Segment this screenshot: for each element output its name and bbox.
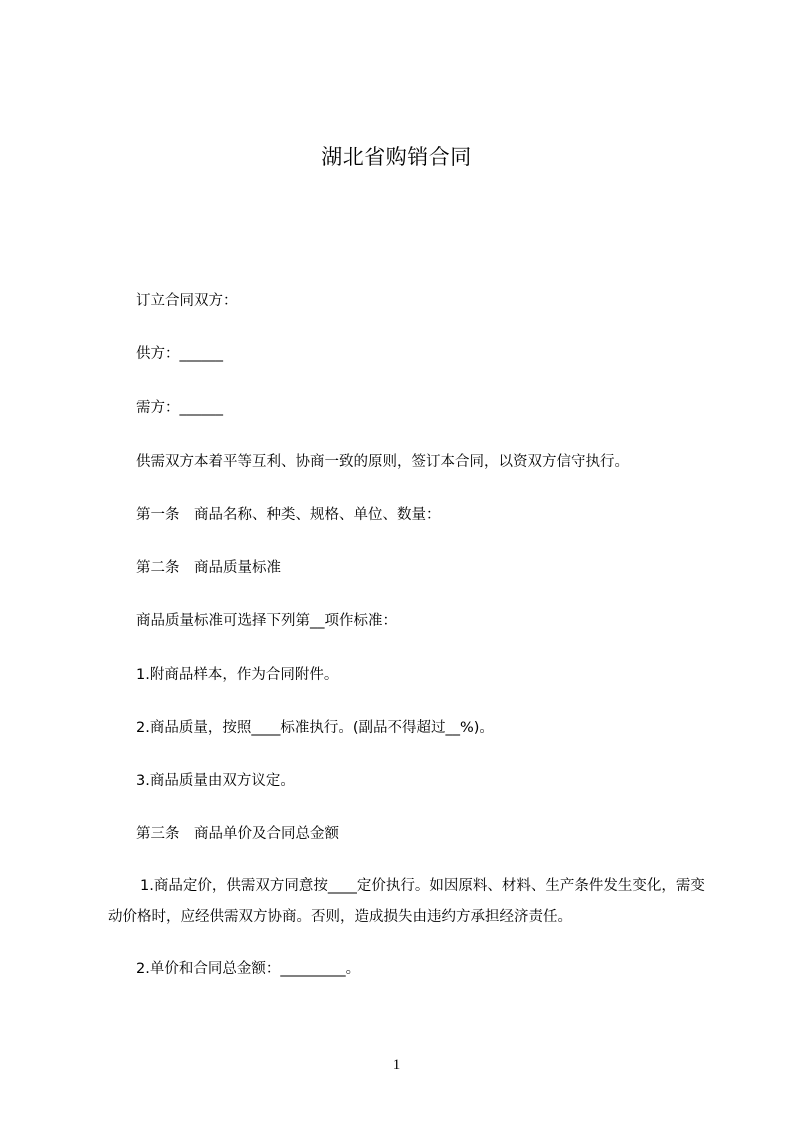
pricing-clause-1-text: 1.商品定价，供需双方同意按____定价执行。如因原料、材料、生产条件发生变化，需变动价格时，应经供需双方协商。否则，造成损失由违约方承担经济责任。 (108, 878, 705, 925)
document-title: 湖北省购销合同 (321, 145, 472, 169)
supplier-line: 供方：______ (136, 346, 223, 362)
article-3-heading: 第三条 商品单价及合同总金额 (136, 826, 339, 842)
pricing-clause-1 (108, 871, 713, 933)
buyer-line: 需方：______ (136, 400, 223, 416)
quality-option-1: 1.附商品样本，作为合同附件。 (136, 667, 339, 683)
preamble-paragraph: 供需双方本着平等互利、协商一致的原则，签订本合同，以资双方信守执行。 (136, 454, 629, 470)
article-1-heading: 第一条 商品名称、种类、规格、单位、数量： (136, 507, 441, 523)
quality-option-2: 2.商品质量，按照____标准执行。(副品不得超过__%)。 (136, 720, 494, 736)
pricing-clause-2: 2.单价和合同总金额：_________。 (136, 961, 361, 977)
page-number: 1 (392, 1057, 401, 1073)
article-2-heading: 第二条 商品质量标准 (136, 560, 281, 576)
quality-standard-intro: 商品质量标准可选择下列第__项作标准： (136, 613, 397, 629)
parties-heading: 订立合同双方： (136, 293, 238, 309)
quality-option-3: 3.商品质量由双方议定。 (136, 773, 295, 789)
